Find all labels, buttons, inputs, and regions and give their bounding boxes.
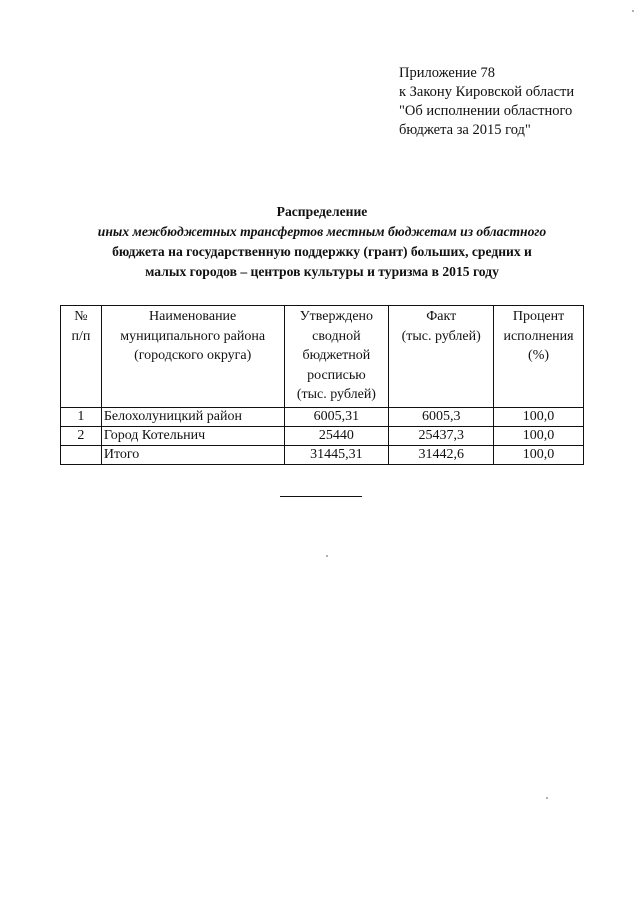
header-text: Утверждено bbox=[299, 309, 374, 324]
cell-name: Город Котельнич bbox=[101, 426, 284, 445]
header-text: сводной bbox=[312, 328, 361, 344]
scan-speck bbox=[632, 10, 634, 12]
table-header-row bbox=[61, 306, 584, 408]
end-divider-line bbox=[280, 496, 362, 497]
cell-fact: 25437,3 bbox=[389, 426, 494, 445]
header-text: Факт bbox=[426, 309, 457, 324]
header-text: исполнения bbox=[503, 328, 574, 344]
cell-number: 1 bbox=[61, 407, 102, 426]
cell-name: Итого bbox=[101, 445, 284, 464]
cell-percent: 100,0 bbox=[494, 407, 584, 426]
header-text: росписью bbox=[307, 367, 366, 383]
header-text: (%) bbox=[528, 348, 550, 363]
scan-speck bbox=[326, 555, 328, 557]
title-line: бюджета на государственную поддержку (грант) больших, средних и bbox=[112, 244, 532, 259]
appendix-line: "Об исполнении областного bbox=[399, 103, 573, 119]
title-line: иных межбюджетных трансфертов местным бюджетам из областного bbox=[97, 224, 547, 239]
distribution-table bbox=[60, 305, 584, 465]
title-line: малых городов – центров культуры и туризма в 2015 году bbox=[145, 264, 499, 279]
cell-approved: 6005,31 bbox=[284, 407, 389, 426]
table-row bbox=[61, 426, 584, 445]
cell-percent: 100,0 bbox=[494, 445, 584, 464]
cell-fact: 31442,6 bbox=[389, 445, 494, 464]
cell-name: Белохолуницкий район bbox=[101, 407, 284, 426]
cell-approved: 25440 bbox=[284, 426, 389, 445]
header-number bbox=[61, 306, 102, 408]
cell-number: 2 bbox=[61, 426, 102, 445]
scan-speck bbox=[546, 797, 548, 799]
header-text: Процент bbox=[512, 309, 565, 324]
header-name bbox=[101, 306, 284, 408]
appendix-line: Приложение 78 bbox=[399, 65, 495, 81]
header-text: (тыс. рублей) bbox=[401, 328, 481, 344]
header-text: № bbox=[74, 309, 88, 324]
header-text: (городского округа) bbox=[134, 348, 252, 363]
document-title bbox=[60, 202, 584, 282]
header-percent bbox=[494, 306, 584, 408]
header-text: бюджетной bbox=[302, 348, 371, 363]
table-total-row bbox=[61, 445, 584, 464]
header-text: Наименование bbox=[149, 309, 237, 324]
cell-number bbox=[61, 445, 102, 464]
title-heading: Распределение bbox=[276, 204, 368, 219]
appendix-line: бюджета за 2015 год" bbox=[399, 122, 531, 138]
appendix-line: к Закону Кировской области bbox=[399, 84, 575, 100]
header-text: муниципального района bbox=[120, 328, 266, 344]
cell-percent: 100,0 bbox=[494, 426, 584, 445]
header-text: (тыс. рублей) bbox=[296, 387, 376, 402]
header-fact bbox=[389, 306, 494, 408]
appendix-note bbox=[399, 64, 574, 140]
cell-fact: 6005,3 bbox=[389, 407, 494, 426]
header-text: п/п bbox=[71, 328, 91, 344]
cell-approved: 31445,31 bbox=[284, 445, 389, 464]
header-approved bbox=[284, 306, 389, 408]
table-row bbox=[61, 407, 584, 426]
